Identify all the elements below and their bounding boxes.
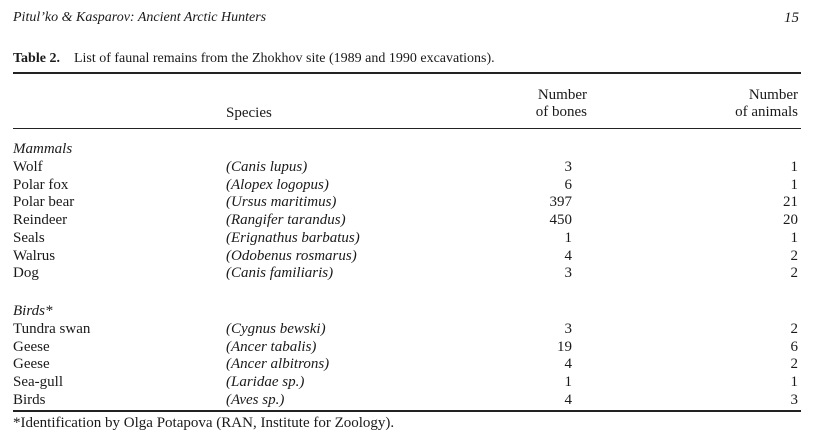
column-header-animals-line2: of animals bbox=[735, 104, 798, 120]
scientific-name: (Odobenus rosmarus) bbox=[226, 248, 357, 264]
scientific-name: (Ancer tabalis) bbox=[226, 339, 317, 355]
scientific-name: (Canis familiaris) bbox=[226, 265, 334, 281]
bone-count: 3 bbox=[564, 321, 572, 337]
common-name: Geese bbox=[13, 356, 50, 372]
animal-count: 2 bbox=[790, 248, 798, 264]
animal-count: 2 bbox=[790, 356, 798, 372]
bone-count: 6 bbox=[564, 177, 572, 193]
common-name: Tundra swan bbox=[13, 321, 91, 337]
group-heading-label: Mammals bbox=[13, 141, 73, 157]
scientific-name: (Alopex logopus) bbox=[226, 177, 329, 193]
animal-count: 21 bbox=[783, 194, 798, 210]
table-caption bbox=[13, 51, 495, 67]
running-head: Pitul’ko & Kasparov: Ancient Arctic Hunters bbox=[13, 10, 267, 25]
scientific-name: (Ancer albitrons) bbox=[226, 356, 330, 372]
animal-count: 2 bbox=[790, 321, 798, 337]
bone-count: 397 bbox=[549, 194, 572, 210]
common-name: Reindeer bbox=[13, 212, 68, 228]
animal-count: 3 bbox=[790, 392, 798, 408]
animal-count: 1 bbox=[790, 374, 798, 390]
group-heading-label: Birds* bbox=[13, 303, 53, 319]
animal-count: 1 bbox=[790, 159, 798, 175]
header-rule bbox=[13, 128, 801, 129]
bone-count: 1 bbox=[564, 374, 572, 390]
table-row bbox=[0, 194, 825, 211]
group-heading bbox=[0, 141, 825, 158]
scientific-name: (Rangifer tarandus) bbox=[226, 212, 346, 228]
scientific-name: (Erignathus barbatus) bbox=[226, 230, 360, 246]
table-row bbox=[0, 230, 825, 247]
scientific-name: (Aves sp.) bbox=[226, 392, 285, 408]
animal-count: 1 bbox=[790, 230, 798, 246]
bone-count: 3 bbox=[564, 265, 572, 281]
animal-count: 6 bbox=[790, 339, 798, 355]
scientific-name: (Ursus maritimus) bbox=[226, 194, 337, 210]
common-name: Seals bbox=[13, 230, 45, 246]
animal-count: 2 bbox=[790, 265, 798, 281]
bone-count: 1 bbox=[564, 230, 572, 246]
common-name: Polar bear bbox=[13, 194, 75, 210]
page-number: 15 bbox=[784, 10, 799, 26]
table-caption-text: List of faunal remains from the Zhokhov site (1989 and 1990 excavations). bbox=[73, 51, 495, 66]
common-name: Polar fox bbox=[13, 177, 69, 193]
table-row bbox=[0, 177, 825, 194]
scientific-name: (Laridae sp.) bbox=[226, 374, 305, 390]
bone-count: 19 bbox=[557, 339, 572, 355]
common-name: Sea-gull bbox=[13, 374, 63, 390]
bone-count: 4 bbox=[564, 356, 572, 372]
table-row bbox=[0, 356, 825, 373]
table-row bbox=[0, 265, 825, 282]
table-row bbox=[0, 339, 825, 356]
column-header-bones-line2: of bones bbox=[535, 104, 587, 120]
bottom-rule bbox=[13, 410, 801, 412]
group-heading bbox=[0, 303, 825, 320]
common-name: Geese bbox=[13, 339, 50, 355]
table-row bbox=[0, 392, 825, 409]
common-name: Wolf bbox=[13, 159, 43, 175]
top-rule bbox=[13, 72, 801, 74]
table-row bbox=[0, 374, 825, 391]
animal-count: 20 bbox=[783, 212, 798, 228]
animal-count: 1 bbox=[790, 177, 798, 193]
column-header-animals bbox=[690, 87, 798, 121]
common-name: Dog bbox=[13, 265, 39, 281]
bone-count: 4 bbox=[564, 248, 572, 264]
footnote: *Identification by Olga Potapova (RAN, Institute for Zoology). bbox=[13, 415, 395, 431]
bone-count: 4 bbox=[564, 392, 572, 408]
bone-count: 3 bbox=[564, 159, 572, 175]
column-header-bones bbox=[490, 87, 587, 121]
table-row bbox=[0, 212, 825, 229]
column-header-species: Species bbox=[226, 105, 272, 121]
table-row bbox=[0, 159, 825, 176]
common-name: Birds bbox=[13, 392, 46, 408]
table-label: Table 2. bbox=[13, 51, 60, 66]
common-name: Walrus bbox=[13, 248, 56, 264]
scientific-name: (Cygnus bewski) bbox=[226, 321, 326, 337]
scientific-name: (Canis lupus) bbox=[226, 159, 308, 175]
column-header-animals-line1: Number bbox=[748, 87, 798, 103]
table-row bbox=[0, 321, 825, 338]
bone-count: 450 bbox=[549, 212, 572, 228]
column-header-bones-line1: Number bbox=[537, 87, 587, 103]
table-row bbox=[0, 248, 825, 265]
